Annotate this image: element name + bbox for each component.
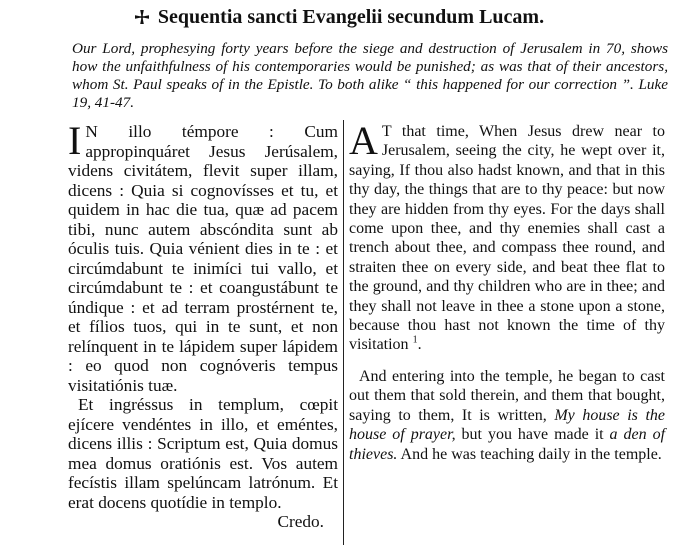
gospel-heading <box>0 4 678 30</box>
column-divider <box>343 120 344 545</box>
intro-text: Our Lord, prophesying forty years before the siege and destruction of Jerusalem in 70, shows how the unfaithfulness of his contemporaries would be punished; as was that of their ancestors, whom St. Paul speaks of in the Epistle. To both alike “ this happened for our correction ”. <box>72 40 668 93</box>
latin-paragraph-2 <box>68 395 338 512</box>
footnote-mark: 1 <box>412 335 418 347</box>
english-text-2a: And entering into the temple, he began to cast out them that sold therein, and them that bought, saying to them, It is written, <box>349 367 665 424</box>
english-text-1-end: . <box>417 336 422 354</box>
english-paragraph-2 <box>349 367 665 464</box>
english-text-1: T that time, When Jesus drew near to Jerusalem, seeing the city, he wept over it, saying, If thou also hadst known, and that in this thy day, the things that are to thy peace: but now they are hidden from thy eyes. For the days shall come upon thee, and thy enemies shall cast a trench about thee, and compass thee round, and straiten thee on every side, and beat thee flat to the ground, and thy children who are in thee; and they shall not leave in thee a stone upon a stone, because thou hast not known the time of thy visitation <box>349 123 665 354</box>
english-quote-1: My house is the house of prayer, <box>349 406 665 444</box>
latin-dropcap: I <box>68 118 82 163</box>
credo-rubric: Credo. <box>277 512 324 531</box>
english-column <box>349 118 666 464</box>
latin-text-1: N illo témpore : Cum appropinquáret Jesus Jerúsalem, videns civitátem, flevit super illam, dicens : Quia si cognovísses et tu, et quidem in hac die tua, quæ ad pacem tibi, nunc autem abscóndita sunt ab óculis tuis. Quia vénient dies in te : et circúmdabunt te inimíci tui vallo, et circúmdabunt te : et coangustábunt te úndique : et ad terram prostérnent te, et fílios tuos, qui in te sunt, et non relínquent in te lápidem super lápidem : eo quod non cognóveris tempus visitatiónis tuæ. <box>68 122 338 395</box>
english-paragraph-1 <box>349 118 665 355</box>
gospel-title: Sequentia sancti Evangelii secundum Lucam. <box>157 6 545 28</box>
scripture-reference: Luke 19, 41-47. <box>72 76 668 111</box>
english-text-2c: And he was teaching daily in the temple. <box>400 445 662 463</box>
cross-pattee-icon <box>134 9 150 25</box>
latin-paragraph-1 <box>68 118 338 395</box>
latin-column <box>68 118 338 532</box>
english-dropcap: A <box>349 118 378 163</box>
english-quote-2: a den of thieves. <box>349 426 666 463</box>
english-text-2b: but you have made it <box>461 426 604 444</box>
gospel-introduction <box>72 40 668 112</box>
latin-text-2: Et ingréssus in templum, cœpit ejícere vendéntes in illo, et eméntes, dicens illis : Scriptum est, Quia domus mea domus oratiónis est. Vos autem fecístis illam spelúncam latrónum. Et erat docens quotídie in templo. <box>68 395 338 512</box>
